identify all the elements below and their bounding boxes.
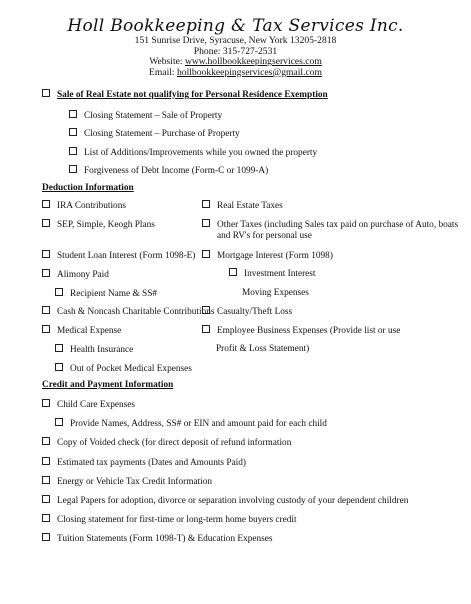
mortgage-row xyxy=(202,250,333,262)
health-row xyxy=(55,344,133,356)
closing-sale-label: Closing Statement – Sale of Property xyxy=(84,111,223,121)
medical-checkbox[interactable] xyxy=(42,325,50,333)
employee-label: Employee Business Expenses (Provide list or use xyxy=(217,326,401,336)
sep-row xyxy=(42,219,155,231)
legal-row xyxy=(42,495,408,507)
recipient-checkbox[interactable] xyxy=(55,288,63,296)
out-of-pocket-checkbox[interactable] xyxy=(55,363,63,371)
investment-interest-checkbox[interactable] xyxy=(229,268,237,276)
investment-interest-label: Investment Interest xyxy=(244,269,316,279)
company-name: Holl Bookkeeping & Tax Services Inc. xyxy=(67,16,404,36)
sep-checkbox[interactable] xyxy=(42,219,50,227)
website-label: Website: xyxy=(149,56,185,68)
closing-sale-row xyxy=(69,110,222,122)
employee-row xyxy=(202,325,400,337)
casualty-label: Casualty/Theft Loss xyxy=(217,307,293,317)
charitable-label: Cash & Noncash Charitable Contributions xyxy=(57,307,215,317)
pl-statement-row xyxy=(216,344,309,355)
email-link[interactable]: hollbookkeepingservices@gmail.com xyxy=(177,66,322,78)
deduction-heading: Deduction Information xyxy=(42,183,134,193)
child-care-label: Child Care Expenses xyxy=(57,400,135,410)
real-estate-sale-row xyxy=(42,89,328,101)
moving-row xyxy=(242,288,309,299)
out-of-pocket-row xyxy=(55,363,192,375)
voided-check-label: Copy of Voided check (for direct deposit of refund information xyxy=(57,438,292,448)
website-link[interactable]: www.hollbookkeepingservices.com xyxy=(184,56,322,68)
moving-label: Moving Expenses xyxy=(242,288,309,298)
real-estate-taxes-label: Real Estate Taxes xyxy=(217,201,283,211)
other-taxes-row xyxy=(202,219,471,242)
charitable-checkbox[interactable] xyxy=(42,306,50,314)
child-care-checkbox[interactable] xyxy=(42,399,50,407)
real-estate-sale-title: Sale of Real Estate not qualifying for Personal Residence Exemption xyxy=(57,90,328,100)
voided-check-checkbox[interactable] xyxy=(42,437,50,445)
other-taxes-checkbox[interactable] xyxy=(202,219,210,227)
debt-forgiveness-row xyxy=(69,165,268,177)
tuition-row xyxy=(42,533,273,545)
ira-checkbox[interactable] xyxy=(42,200,50,208)
health-checkbox[interactable] xyxy=(55,344,63,352)
closing-sale-checkbox[interactable] xyxy=(69,110,77,118)
real-estate-taxes-checkbox[interactable] xyxy=(202,200,210,208)
closing-purchase-checkbox[interactable] xyxy=(69,128,77,136)
improvements-row xyxy=(69,147,317,159)
medical-label: Medical Expense xyxy=(57,326,122,336)
debt-forgiveness-label: Forgiveness of Debt Income (Form-C or 1099-A) xyxy=(84,166,269,176)
child-care-row xyxy=(42,399,135,411)
student-loan-row xyxy=(42,250,195,262)
provide-checkbox[interactable] xyxy=(55,418,63,426)
provide-label: Provide Names, Address, SS# or EIN and amount paid for each child xyxy=(70,419,327,429)
casualty-row xyxy=(202,306,292,318)
pl-statement-label: Profit & Loss Statement) xyxy=(216,344,310,354)
mortgage-label: Mortgage Interest (Form 1098) xyxy=(217,251,333,261)
ira-label: IRA Contributions xyxy=(57,201,126,211)
mortgage-checkbox[interactable] xyxy=(202,250,210,258)
energy-checkbox[interactable] xyxy=(42,476,50,484)
debt-forgiveness-checkbox[interactable] xyxy=(69,165,77,173)
employee-checkbox[interactable] xyxy=(202,325,210,333)
ira-row xyxy=(42,200,126,212)
real-estate-taxes-row xyxy=(202,200,283,212)
alimony-checkbox[interactable] xyxy=(42,269,50,277)
tuition-label: Tuition Statements (Form 1098-T) & Education Expenses xyxy=(57,534,273,544)
tuition-checkbox[interactable] xyxy=(42,533,50,541)
health-label: Health Insurance xyxy=(70,345,134,355)
closing-purchase-row xyxy=(69,128,240,140)
other-taxes-label: Other Taxes (including Sales tax paid on purchase of Auto, boats and RV's for personal use xyxy=(217,220,459,241)
closing-statement-label: Closing statement for first-time or long-term home buyers credit xyxy=(57,515,297,525)
credit-heading: Credit and Payment Information xyxy=(42,380,174,390)
investment-interest-row xyxy=(229,268,316,280)
medical-row xyxy=(42,325,121,337)
legal-checkbox[interactable] xyxy=(42,495,50,503)
estimated-label: Estimated tax payments (Dates and Amounts Paid) xyxy=(57,458,247,468)
company-email xyxy=(0,68,471,79)
alimony-row xyxy=(42,269,109,281)
letterhead xyxy=(0,16,471,78)
legal-label: Legal Papers for adoption, divorce or separation involving custody of your dependent children xyxy=(57,496,409,506)
improvements-checkbox[interactable] xyxy=(69,147,77,155)
recipient-row xyxy=(55,288,157,300)
energy-row xyxy=(42,476,212,488)
casualty-checkbox[interactable] xyxy=(202,306,210,314)
charitable-row xyxy=(42,306,215,318)
voided-check-row xyxy=(42,437,291,449)
closing-purchase-label: Closing Statement – Purchase of Property xyxy=(84,129,240,139)
improvements-label: List of Additions/Improvements while you owned the property xyxy=(84,148,318,158)
provide-row xyxy=(55,418,327,430)
closing-statement-row xyxy=(42,514,297,526)
company-address: 151 Sunrise Drive, Syracuse, New York 13205-2818 xyxy=(134,35,337,46)
student-loan-label: Student Loan Interest (Form 1098-E) xyxy=(57,251,196,261)
email-label: Email: xyxy=(149,66,177,78)
out-of-pocket-label: Out of Pocket Medical Expenses xyxy=(70,364,192,374)
estimated-row xyxy=(42,457,246,469)
student-loan-checkbox[interactable] xyxy=(42,250,50,258)
energy-label: Energy or Vehicle Tax Credit Information xyxy=(57,477,213,487)
recipient-label: Recipient Name & SS# xyxy=(70,289,158,299)
estimated-checkbox[interactable] xyxy=(42,457,50,465)
company-phone: Phone: 315-727-2531 xyxy=(193,45,278,57)
sep-label: SEP, Simple, Keogh Plans xyxy=(57,220,155,230)
real-estate-sale-checkbox[interactable] xyxy=(42,89,50,97)
closing-statement-checkbox[interactable] xyxy=(42,514,50,522)
alimony-label: Alimony Paid xyxy=(57,270,109,280)
